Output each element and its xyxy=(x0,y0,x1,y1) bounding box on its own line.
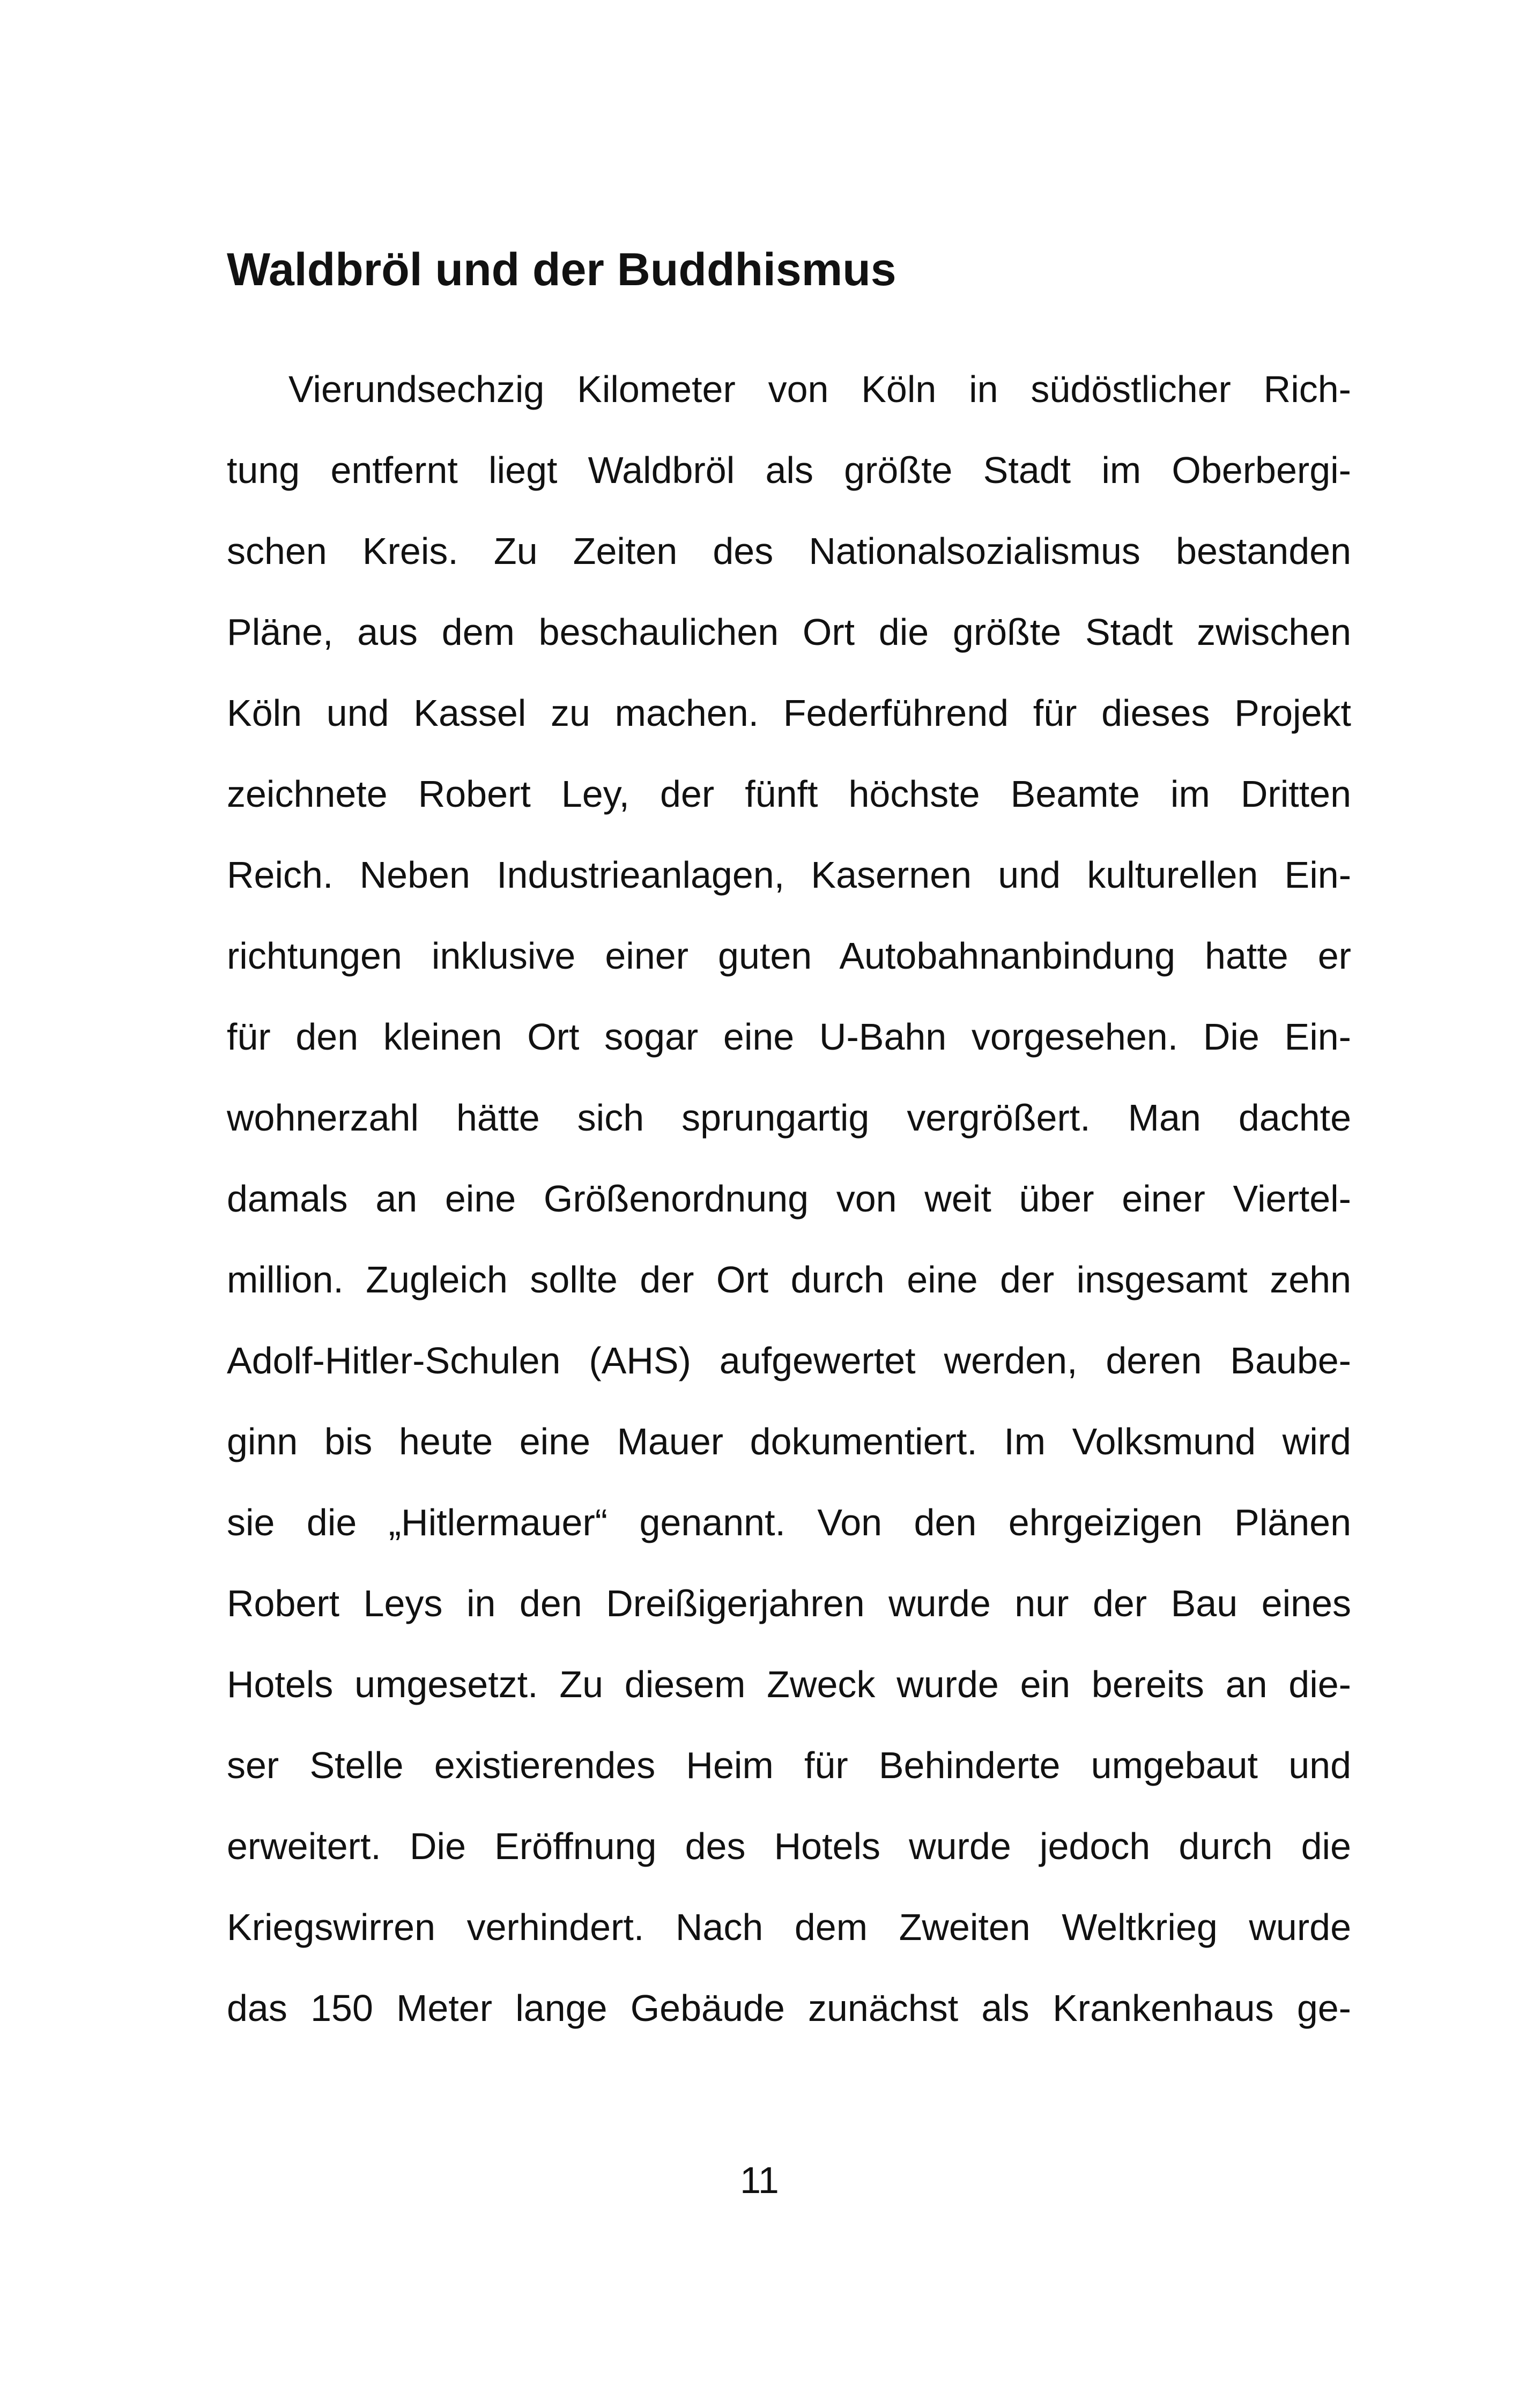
text-line: erweitert. Die Eröffnung des Hotels wurde jedoch durch die xyxy=(227,1825,1351,1867)
chapter-heading: Waldbröl und der Buddhismus xyxy=(227,244,896,295)
text-line: ser Stelle existierendes Heim für Behinderte umgebaut und xyxy=(227,1744,1351,1786)
body-paragraph xyxy=(227,356,1351,2056)
text-line: zeichnete Robert Ley, der fünft höchste Beamte im Dritten xyxy=(227,773,1351,815)
text-line: Vierundsechzig Kilometer von Köln in südöstlicher Rich- xyxy=(288,368,1351,410)
text-line: Köln und Kassel zu machen. Federführend für dieses Projekt xyxy=(227,692,1351,734)
text-line: schen Kreis. Zu Zeiten des Nationalsozialismus bestanden xyxy=(227,530,1351,572)
page-number: 11 xyxy=(740,2159,779,2201)
text-line: richtungen inklusive einer guten Autobahnanbindung hatte er xyxy=(227,935,1351,977)
text-line: Robert Leys in den Dreißigerjahren wurde nur der Bau eines xyxy=(227,1582,1351,1624)
text-line: für den kleinen Ort sogar eine U-Bahn vorgesehen. Die Ein- xyxy=(227,1016,1351,1058)
text-line: Reich. Neben Industrieanlagen, Kasernen und kulturellen Ein- xyxy=(227,854,1351,896)
text-line: damals an eine Größenordnung von weit über einer Viertel- xyxy=(227,1178,1351,1220)
text-line: das 150 Meter lange Gebäude zunächst als Krankenhaus ge- xyxy=(227,1987,1351,2029)
text-line: Adolf-Hitler-Schulen (AHS) aufgewertet werden, deren Baube- xyxy=(227,1340,1351,1381)
text-line: Pläne, aus dem beschaulichen Ort die größte Stadt zwischen xyxy=(227,611,1351,653)
text-line: wohnerzahl hätte sich sprungartig vergrößert. Man dachte xyxy=(227,1097,1351,1139)
text-line: sie die „Hitlermauer“ genannt. Von den ehrgeizigen Plänen xyxy=(227,1502,1351,1543)
text-line: million. Zugleich sollte der Ort durch eine der insgesamt zehn xyxy=(227,1259,1351,1300)
text-line: ginn bis heute eine Mauer dokumentiert. Im Volksmund wird xyxy=(227,1421,1351,1462)
text-line: tung entfernt liegt Waldbröl als größte Stadt im Oberbergi- xyxy=(227,449,1351,491)
text-line: Hotels umgesetzt. Zu diesem Zweck wurde ein bereits an die- xyxy=(227,1663,1351,1705)
text-line: Kriegswirren verhindert. Nach dem Zweiten Weltkrieg wurde xyxy=(227,1906,1351,1948)
